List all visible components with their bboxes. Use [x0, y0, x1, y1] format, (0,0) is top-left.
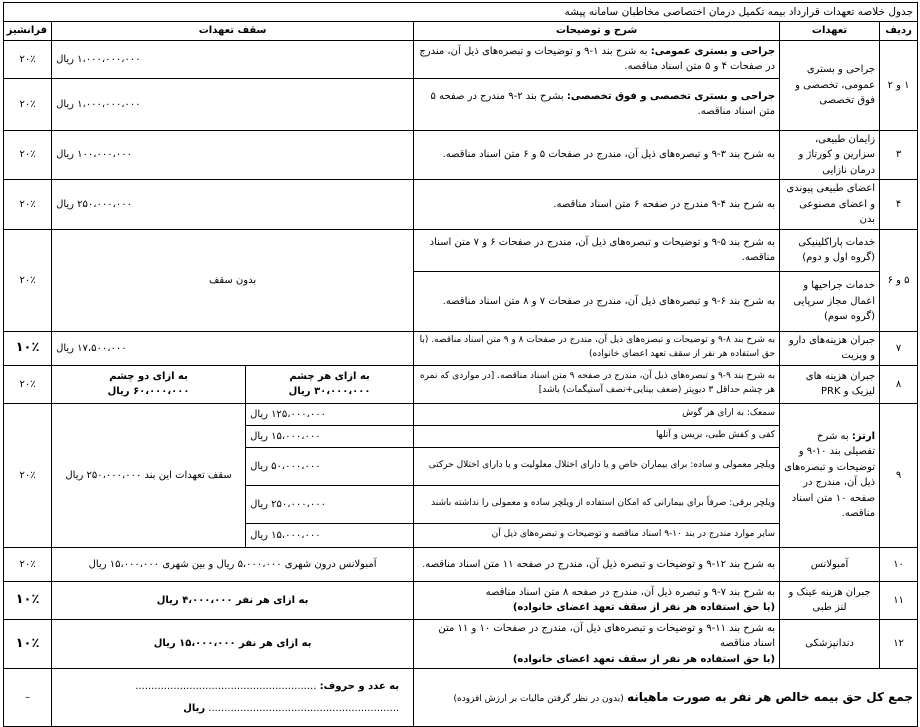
- table-row: [4, 180, 918, 230]
- in-words-line: [56, 679, 409, 695]
- service-name: [780, 403, 880, 547]
- ceiling-amount: سقف تعهدات این بند ۲۵۰،۰۰۰،۰۰۰ ریال: [52, 403, 246, 547]
- service-name: اعضای طبیعی پیوندی و اعضای مصنوعی بدن: [780, 180, 880, 230]
- description: به شرح بند ۸-۹ و توضیحات و تبصره‌های ذیل آن، مندرج در صفحات ۸ و ۹ متن اسناد مناقصه. (با حق استفاده هر نفر از سقف تعهد اعضای خانواده): [414, 331, 780, 365]
- service-bold: ارتز:: [851, 430, 876, 442]
- service-name: آمبولانس: [780, 547, 880, 581]
- header-ceiling: سقف تعهدات: [52, 22, 414, 41]
- description-text: به شرح بند ۱۱-۹ و توضیحات و تبصره‌های ذیل آن، مندرج در صفحات ۱۰ و ۱۱ متن اسناد مناقصه: [438, 622, 776, 650]
- service-name: خدمات پاراکلینیکی (گروه اول و دوم): [780, 229, 880, 271]
- ceiling-amount: ۱۷،۵۰۰،۰۰۰ ریال: [52, 331, 414, 365]
- obligations-table: [3, 2, 918, 727]
- service-name: خدمات جراحیها و اعمال مجاز سرپایی (گروه سوم): [780, 271, 880, 331]
- description: ویلچر برقی: صرفاً برای بیمارانی که امکان استفاده از ویلچر ساده و معمولی را نداشته باشند: [414, 485, 780, 523]
- description-text: بشرح بند ۲-۹ مندرج در صفحه ۵ متن اسناد مناقصه.: [430, 90, 776, 118]
- franchise-value: ۱۰٪: [4, 331, 52, 365]
- header-row-number: ردیف: [880, 22, 918, 41]
- ceiling-amount: به ازای هر نفر ۴،۰۰۰،۰۰۰ ریال: [52, 581, 414, 619]
- item-amount: ۲۵۰،۰۰۰،۰۰۰ ریال: [246, 485, 414, 523]
- description: [414, 581, 780, 619]
- total-note: (بدون در نظر گرفتن مالیات بر ارزش افزوده): [453, 694, 624, 705]
- description: به شرح بند ۶-۹ و تبصره‌های ذیل آن، مندرج در صفحات ۷ و ۸ متن اسناد مناقصه.: [414, 271, 780, 331]
- description: سمعک: به ازای هر گوش: [414, 403, 780, 425]
- franchise-value: ۲۰٪: [4, 40, 52, 78]
- description: [414, 40, 780, 78]
- rial-dots: ............................................................: [208, 702, 400, 714]
- header-service: تعهدات: [780, 22, 880, 41]
- in-words-label: به عدد و حروف:: [319, 681, 400, 693]
- franchise-value: ۱۰٪: [4, 619, 52, 669]
- ceiling-amount: ۱،۰۰۰،۰۰۰،۰۰۰ ریال: [52, 40, 414, 78]
- table-row: [4, 619, 918, 669]
- description: [414, 619, 780, 669]
- ceiling-amount: آمبولانس درون شهری ۵،۰۰۰،۰۰۰ ریال و بین شهری ۱۵،۰۰۰،۰۰۰ ریال: [52, 547, 414, 581]
- row-number: ۱۰: [880, 547, 918, 581]
- rial-line: [56, 701, 409, 717]
- total-label: جمع کل حق بیمه خالص هر نفر به صورت ماهیانه: [626, 690, 914, 705]
- per-eye-amount: ۳۰،۰۰۰،۰۰۰ ریال: [288, 386, 371, 398]
- total-row: [4, 669, 918, 727]
- franchise-value: ۲۰٪: [4, 403, 52, 547]
- ceiling-amount: بدون سقف: [52, 229, 414, 331]
- total-franchise: –: [4, 669, 52, 727]
- table-row: [4, 581, 918, 619]
- table-title: جدول خلاصه تعهدات قرارداد بیمه تکمیل درمان اختصاصی مخاطبان سامانه پیشه: [4, 3, 918, 22]
- service-text: به شرح تفصیلی بند ۱۰-۹ و توضیحات و تبصره‌های ذیل آن، مندرج در صفحه ۱۰ متن اسناد مناقصه.: [784, 430, 876, 520]
- row-number: ۵ و ۶: [880, 229, 918, 331]
- table-row: [4, 365, 918, 403]
- table-row: [4, 130, 918, 180]
- service-name: جبران هزینه های لیزیک و PRK: [780, 365, 880, 403]
- description: به شرح بند ۳-۹ و تبصره‌های ذیل آن، مندرج در صفحات ۵ و ۶ متن اسناد مناقصه.: [414, 130, 780, 180]
- description-bold: جراحی و بستری تخصصی و فوق تخصصی:: [566, 90, 776, 102]
- description-text: به شرح بند ۱-۹ و توضیحات و تبصره‌های ذیل آن، مندرج در صفحات ۴ و ۵ متن اسناد مناقصه.: [419, 45, 776, 73]
- item-amount: ۱۵،۰۰۰،۰۰۰ ریال: [246, 523, 414, 547]
- service-name: دندانپزشکی: [780, 619, 880, 669]
- row-number: ۱۲: [880, 619, 918, 669]
- franchise-value: ۲۰٪: [4, 78, 52, 130]
- total-input-cell[interactable]: [52, 669, 414, 727]
- table-row: [4, 229, 918, 271]
- per-eye-cell: [246, 365, 414, 403]
- ceiling-amount: ۲۵۰،۰۰۰،۰۰۰ ریال: [52, 180, 414, 230]
- row-number: ۹: [880, 403, 918, 547]
- rial-label: ریال: [183, 702, 206, 714]
- row-number: ۸: [880, 365, 918, 403]
- service-name: جبران هزینه عینک و لنز طبی: [780, 581, 880, 619]
- per-eye-label: به ازای هر چشم: [289, 370, 370, 382]
- header-franchise: فرانشیز: [4, 22, 52, 41]
- header-description: شرح و توضیحات: [414, 22, 780, 41]
- ceiling-amount: ۱،۰۰۰،۰۰۰،۰۰۰ ریال: [52, 78, 414, 130]
- description: به شرح بند ۵-۹ و توضیحات و تبصره‌های ذیل آن، مندرج در صفحات ۶ و ۷ متن اسناد مناقصه.: [414, 229, 780, 271]
- description: به شرح بند ۴-۹ مندرج در صفحه ۶ متن اسناد مناقصه.: [414, 180, 780, 230]
- row-number: ۱ و ۲: [880, 40, 918, 130]
- header-row: [4, 22, 918, 41]
- franchise-value: ۲۰٪: [4, 547, 52, 581]
- description-bold: جراحی و بستری عمومی:: [650, 45, 776, 57]
- service-name: جبران هزینه‌های دارو و ویزیت: [780, 331, 880, 365]
- description-text: به شرح بند ۷-۹ و تبصره ذیل آن، مندرج در صفحه ۸ متن اسناد مناقصه: [485, 586, 776, 598]
- franchise-value: ۲۰٪: [4, 365, 52, 403]
- service-name: زایمان طبیعی، سزارین و کورتاژ و درمان نازایی: [780, 130, 880, 180]
- franchise-value: ۲۰٪: [4, 229, 52, 331]
- table-row: [4, 403, 918, 425]
- description: به شرح بند ۱۲-۹ و توضیحات و تبصره ذیل آن، مندرج در صفحه ۱۱ متن اسناد مناقصه.: [414, 547, 780, 581]
- table-row: [4, 547, 918, 581]
- description: [414, 78, 780, 130]
- table-row: [4, 40, 918, 78]
- description: ویلچر معمولی و ساده: برای بیماران خاص و یا دارای اختلال معلولیت و یا دارای اختلال حرکتی: [414, 447, 780, 485]
- item-amount: ۱۲۵،۰۰۰،۰۰۰ ریال: [246, 403, 414, 425]
- table-row: [4, 331, 918, 365]
- item-amount: ۱۵،۰۰۰،۰۰۰ ریال: [246, 425, 414, 447]
- row-number: ۴: [880, 180, 918, 230]
- description: سایر موارد مندرج در بند ۱۰-۹ اسناد مناقصه و توضیحات و تبصره‌های ذیل آن: [414, 523, 780, 547]
- row-number: ۳: [880, 130, 918, 180]
- item-amount: ۵۰،۰۰۰،۰۰۰ ریال: [246, 447, 414, 485]
- in-words-dots: .........................................................: [135, 681, 317, 693]
- row-number: ۷: [880, 331, 918, 365]
- total-label-cell: [414, 669, 918, 727]
- description: کفی و کفش طبی، بریس و آتلها: [414, 425, 780, 447]
- two-eyes-amount: ۶۰،۰۰۰،۰۰۰ ریال: [107, 386, 190, 398]
- description-bold: (با حق استفاده هر نفر از سقف تعهد اعضای خانواده): [512, 653, 776, 665]
- ceiling-amount: ۱۰۰،۰۰۰،۰۰۰ ریال: [52, 130, 414, 180]
- franchise-value: ۲۰٪: [4, 180, 52, 230]
- franchise-value: ۱۰٪: [4, 581, 52, 619]
- description-bold: (با حق استفاده هر نفر از سقف تعهد اعضای خانواده): [512, 602, 776, 614]
- franchise-value: ۲۰٪: [4, 130, 52, 180]
- description: به شرح بند ۹-۹ و تبصره‌های ذیل آن، مندرج در صفحه ۹ متن اسناد مناقصه. [در مواردی که نمره هر چشم حداقل ۳ دیوپتر (ضعف بینایی+نصف آستیگمات) باشد]: [414, 365, 780, 403]
- service-name: جراحی و بستری عمومی، تخصصی و فوق تخصصی: [780, 40, 880, 130]
- two-eyes-cell: [52, 365, 246, 403]
- two-eyes-label: به ازای دو چشم: [109, 370, 188, 382]
- row-number: ۱۱: [880, 581, 918, 619]
- ceiling-amount: به ازای هر نفر ۱۵،۰۰۰،۰۰۰ ریال: [52, 619, 414, 669]
